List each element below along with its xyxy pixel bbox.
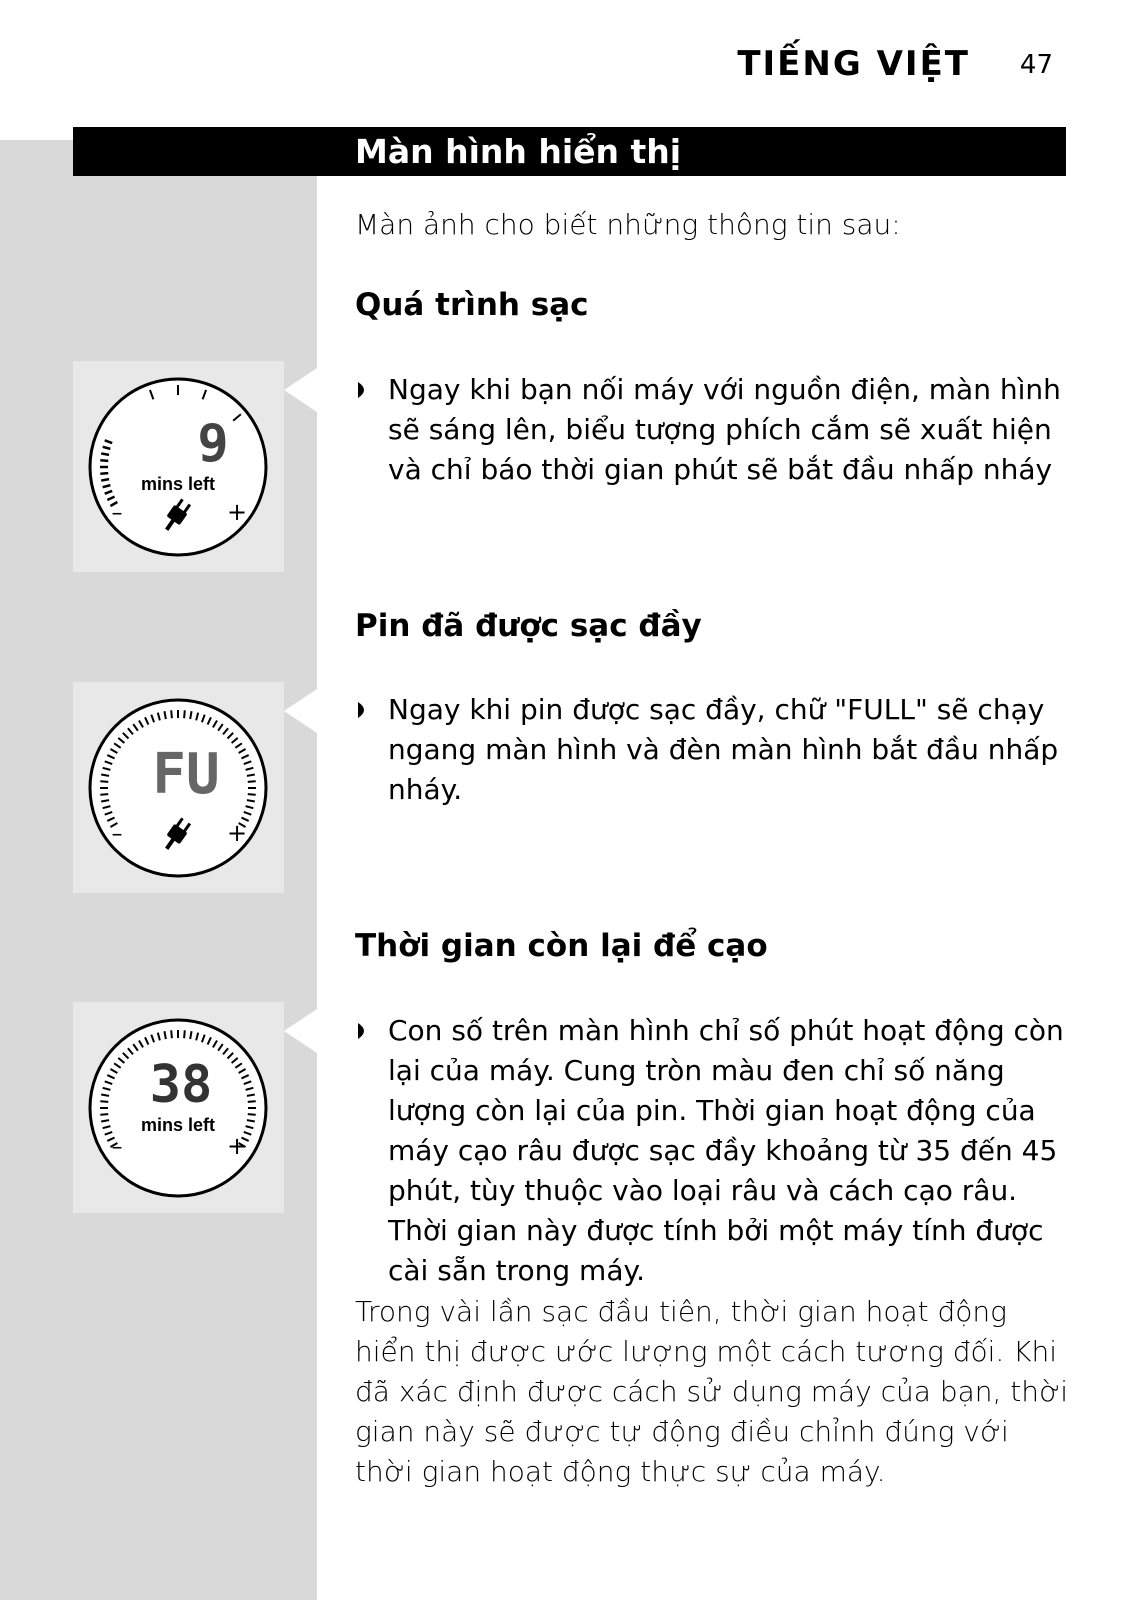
- dial-tick: [164, 1031, 165, 1039]
- display-readout: 38: [149, 1055, 213, 1115]
- display-readout: 9: [197, 414, 229, 474]
- dial-tick: [248, 1114, 256, 1115]
- display-panel-full: [73, 682, 284, 893]
- dial-tick: [248, 781, 256, 782]
- panel-pointer: [284, 368, 317, 412]
- dial-tick: [101, 800, 109, 801]
- shaver-display-dial: [73, 682, 284, 893]
- heading-charging: Quá trình sạc: [355, 287, 589, 323]
- display-minus: –: [111, 1135, 123, 1160]
- dial-tick: [101, 479, 109, 480]
- dial-tick: [184, 1030, 185, 1038]
- dial-tick: [171, 710, 172, 718]
- dial-tick: [101, 1120, 109, 1121]
- display-caption: mins left: [140, 474, 216, 494]
- dial-tick: [247, 774, 255, 775]
- dial-tick: [171, 1030, 172, 1038]
- header-language: TIẾNG VIỆT: [737, 44, 970, 84]
- section-intro: Màn ảnh cho biết những thông tin sau:: [355, 208, 901, 241]
- shaver-display-dial: [73, 1002, 284, 1213]
- heading-remaining-time: Thời gian còn lại để cạo: [355, 928, 768, 964]
- bullet-marker-icon: [355, 1011, 373, 1051]
- display-plus: +: [226, 1132, 248, 1160]
- bullet-charging: [355, 370, 1075, 490]
- dial-tick: [101, 453, 109, 454]
- bullet-fully-charged-text: Ngay khi pin được sạc đầy, chữ "FULL" sẽ chạy ngang màn hình và đèn màn hình bắt đầu nhấp nháy.: [388, 693, 1059, 806]
- panel-pointer: [284, 689, 317, 733]
- dial-tick: [190, 711, 191, 719]
- display-plus: +: [226, 819, 248, 847]
- section-title: Màn hình hiển thị: [355, 132, 682, 171]
- page-number: 47: [1019, 50, 1053, 80]
- display-readout: FU: [152, 742, 220, 807]
- dial-tick: [100, 794, 108, 795]
- display-panel-remaining: [73, 1002, 284, 1213]
- dial-tick: [164, 711, 165, 719]
- dial-tick: [247, 1120, 255, 1121]
- dial-tick: [101, 774, 109, 775]
- display-panel-charging: [73, 361, 284, 572]
- dial-tick: [184, 710, 185, 718]
- panel-pointer: [284, 1009, 317, 1053]
- bullet-marker-icon: [355, 370, 373, 410]
- dial-tick: [247, 1094, 255, 1095]
- dial-tick: [100, 1114, 108, 1115]
- bullet-fully-charged: [355, 690, 1075, 810]
- display-minus: –: [111, 822, 123, 847]
- dial-tick: [100, 1101, 108, 1102]
- dial-tick: [190, 1031, 191, 1039]
- bullet-marker-icon: [355, 690, 373, 730]
- closing-paragraph: Trong vài lần sạc đầu tiên, thời gian hoạt động hiển thị được ước lượng một cách tương đối. Khi đã xác định được cách sử dụng máy của bạn, thời gian này sẽ được tự động điều chỉnh đúng với thời gian hoạt động thực sự của máy.: [355, 1295, 1069, 1488]
- bullet-charging-text: Ngay khi bạn nối máy với nguồn điện, màn hình sẽ sáng lên, biểu tượng phích cắm sẽ xuất hiện và chỉ báo thời gian phút sẽ bắt đầu nhấp nháy: [388, 373, 1061, 486]
- display-plus: +: [226, 498, 248, 526]
- dial-tick: [248, 794, 256, 795]
- display-minus: –: [111, 501, 123, 526]
- dial-tick: [100, 473, 108, 474]
- dial-tick: [100, 460, 108, 461]
- bullet-remaining-time: [355, 1011, 1075, 1291]
- shaver-display-dial: [73, 361, 284, 572]
- heading-fully-charged: Pin đã được sạc đầy: [355, 608, 702, 644]
- display-caption: mins left: [140, 1115, 216, 1135]
- bullet-remaining-time-text: Con số trên màn hình chỉ số phút hoạt động còn lại của máy. Cung tròn màu đen chỉ số năng lượng còn lại của pin. Thời gian hoạt động của máy cạo râu được sạc đầy khoảng từ 35 đến 45 phút, tùy thuộc vào loại râu và cách cạo râu. Thời gian này được tính bởi một máy tính được cài sẵn trong máy.: [388, 1014, 1064, 1287]
- dial-tick: [100, 781, 108, 782]
- dial-tick: [101, 1094, 109, 1095]
- dial-tick: [247, 800, 255, 801]
- dial-tick: [248, 1101, 256, 1102]
